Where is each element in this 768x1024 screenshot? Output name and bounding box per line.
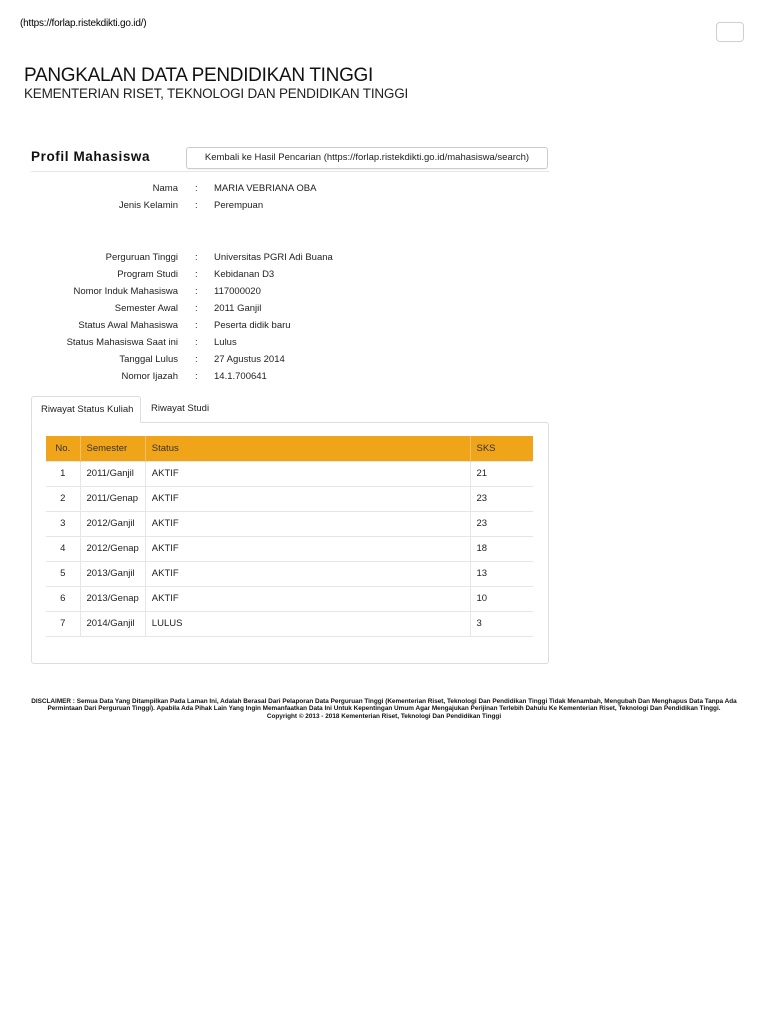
- table-row: [46, 561, 533, 586]
- info-label: Nomor Ijazah: [121, 371, 178, 382]
- cell-status: AKTIF: [145, 536, 470, 561]
- table-row: [46, 611, 533, 636]
- site-subtitle: KEMENTERIAN RISET, TEKNOLOGI DAN PENDIDIKAN TINGGI: [24, 86, 409, 101]
- info-row-nomor-ijazah: [31, 371, 549, 388]
- cell-semester: 2012/Genap: [80, 536, 145, 561]
- personal-info: [31, 183, 549, 217]
- column-header-status: Status: [145, 436, 470, 461]
- info-row-program-studi: [31, 269, 549, 286]
- info-separator: :: [195, 371, 198, 382]
- info-value: Peserta didik baru: [214, 320, 291, 331]
- info-separator: :: [195, 337, 198, 348]
- info-label: Status Mahasiswa Saat ini: [66, 337, 178, 348]
- academic-info: [31, 252, 549, 388]
- info-row-perguruan-tinggi: [31, 252, 549, 269]
- table-row: [46, 536, 533, 561]
- cell-no: 7: [46, 611, 80, 636]
- cell-semester: 2014/Ganjil: [80, 611, 145, 636]
- cell-status: AKTIF: [145, 511, 470, 536]
- info-label: Tanggal Lulus: [119, 354, 178, 365]
- copyright-text: Copyright © 2013 - 2018 Kementerian Riset, Teknologi Dan Pendidikan Tinggi: [266, 712, 502, 720]
- info-value: 27 Agustus 2014: [214, 354, 285, 365]
- info-separator: :: [195, 286, 198, 297]
- info-value: 117000020: [214, 286, 261, 297]
- table-row: [46, 511, 533, 536]
- info-row-jenis-kelamin: [31, 200, 549, 217]
- cell-status: AKTIF: [145, 561, 470, 586]
- cell-no: 6: [46, 586, 80, 611]
- info-separator: :: [195, 269, 198, 280]
- cell-status: AKTIF: [145, 486, 470, 511]
- profile-header: [31, 145, 549, 172]
- cell-status: AKTIF: [145, 461, 470, 486]
- cell-no: 3: [46, 511, 80, 536]
- disclaimer-text: DISCLAIMER : Semua Data Yang Ditampilkan Pada Laman Ini, Adalah Berasal Dari Pelaporan Data Perguruan Tinggi (Kementerian Riset, Teknologi Dan Pendidikan Tinggi Tidak Menambah, Mengubah Dan Menghapus Data Tanpa Ada Permintaan Dari Perguruan Tinggi). Apabila Ada Pihak Lain Yang Ingin Memanfaatkan Data Ini Untuk Kepentingan Umum Agar Mengajukan Perijinan Terlebih Dahulu Ke Kementerian Riset, Teknologi Dan Pendidikan Tinggi.: [31, 698, 737, 713]
- info-label: Nama: [152, 183, 178, 194]
- info-separator: :: [195, 303, 198, 314]
- info-value: Kebidanan D3: [214, 269, 275, 280]
- info-label: Jenis Kelamin: [118, 200, 178, 211]
- table-row: [46, 586, 533, 611]
- column-header-semester: Semester: [80, 436, 145, 461]
- info-value: Perempuan: [214, 200, 264, 211]
- table-header-row: [46, 436, 533, 461]
- info-value: MARIA VEBRIANA OBA: [214, 183, 317, 194]
- table-row: [46, 486, 533, 511]
- cell-sks: 23: [470, 511, 533, 536]
- site-url-link[interactable]: (https://forlap.ristekdikti.go.id/): [20, 18, 147, 29]
- history-tabs: [31, 396, 549, 423]
- cell-status: LULUS: [145, 611, 470, 636]
- cell-no: 5: [46, 561, 80, 586]
- cell-sks: 10: [470, 586, 533, 611]
- tab-riwayat-status-kuliah[interactable]: Riwayat Status Kuliah: [31, 396, 141, 423]
- cell-status: AKTIF: [145, 586, 470, 611]
- info-separator: :: [195, 252, 198, 263]
- cell-no: 4: [46, 536, 80, 561]
- cell-sks: 3: [470, 611, 533, 636]
- status-history-table: [46, 436, 533, 637]
- cell-no: 2: [46, 486, 80, 511]
- info-label: Perguruan Tinggi: [105, 252, 178, 263]
- info-label: Program Studi: [117, 269, 178, 280]
- site-title: PANGKALAN DATA PENDIDIKAN TINGGI: [24, 65, 374, 86]
- menu-toggle-button[interactable]: [716, 22, 744, 42]
- info-row-nim: [31, 286, 549, 303]
- tab-riwayat-studi[interactable]: Riwayat Studi: [151, 403, 210, 414]
- profile-heading: Profil Mahasiswa: [31, 149, 151, 164]
- cell-semester: 2012/Ganjil: [80, 511, 145, 536]
- info-row-semester-awal: [31, 303, 549, 320]
- footer-disclaimer: [16, 698, 752, 720]
- info-row-nama: [31, 183, 549, 200]
- info-separator: :: [195, 183, 198, 194]
- cell-semester: 2011/Genap: [80, 486, 145, 511]
- info-value: 14.1.700641: [214, 371, 267, 382]
- info-value: Universitas PGRI Adi Buana: [214, 252, 333, 263]
- cell-semester: 2013/Genap: [80, 586, 145, 611]
- cell-no: 1: [46, 461, 80, 486]
- info-label: Semester Awal: [114, 303, 178, 314]
- cell-semester: 2011/Ganjil: [80, 461, 145, 486]
- info-value: 2011 Ganjil: [214, 303, 262, 314]
- info-label: Status Awal Mahasiswa: [78, 320, 178, 331]
- info-row-tanggal-lulus: [31, 354, 549, 371]
- column-header-no: No.: [46, 436, 80, 461]
- back-to-search-button[interactable]: Kembali ke Hasil Pencarian (https://forlap.ristekdikti.go.id/mahasiswa/search): [186, 147, 548, 169]
- info-separator: :: [195, 354, 198, 365]
- cell-sks: 18: [470, 536, 533, 561]
- column-header-sks: SKS: [470, 436, 533, 461]
- info-separator: :: [195, 320, 198, 331]
- cell-sks: 13: [470, 561, 533, 586]
- info-label: Nomor Induk Mahasiswa: [73, 286, 178, 297]
- cell-sks: 23: [470, 486, 533, 511]
- table-row: [46, 461, 533, 486]
- info-value: Lulus: [214, 337, 237, 348]
- info-separator: :: [195, 200, 198, 211]
- info-row-status-saat-ini: [31, 337, 549, 354]
- info-row-status-awal: [31, 320, 549, 337]
- cell-semester: 2013/Ganjil: [80, 561, 145, 586]
- cell-sks: 21: [470, 461, 533, 486]
